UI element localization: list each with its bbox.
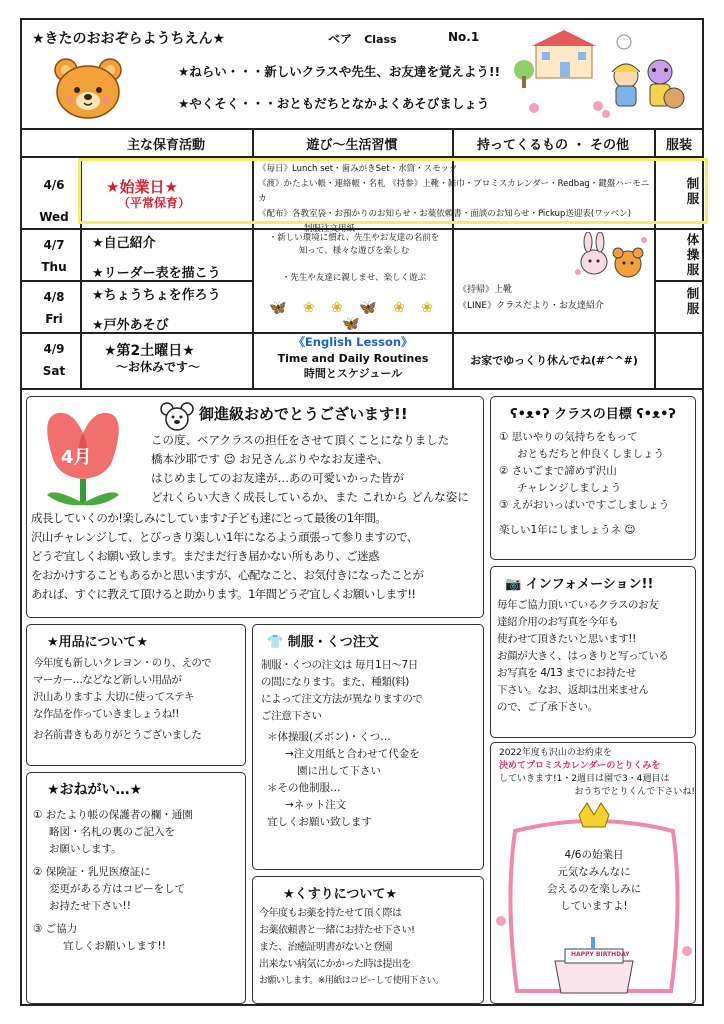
row2-clothes: 体操服 [686, 232, 700, 277]
row4-activity: ★第2土曜日★ [104, 343, 195, 359]
tulip-month: 4月 [61, 447, 92, 468]
col-clothes: 服装 [665, 138, 692, 153]
uniform-items: ＊体操服(ズボン)・くつ… →注文用紙と合わせて代金を 園に出して下さい ＊その他制服… →ネット注文 宜しくお願い致します [267, 731, 420, 828]
row3-date: 4/8 Fri [43, 290, 65, 326]
row1-clothes: 制服 [686, 176, 700, 206]
supplies-title: ★用品について★ [47, 635, 149, 650]
bear-icon: ʕ•ᴥ•ʔ [510, 407, 550, 422]
class-name: ベア Class [328, 32, 397, 46]
saturday-note: お家でゆっくり休んでね(#^^#) [470, 354, 638, 367]
row1-notes: 《毎日》Lunch set・歯みがきSet・水筒・スモック 《渡》かたよい帳・連絡帳・名札 《持参》上靴・雑巾・プロミスカレンダー・Redbag・鍵盤ハーモニカ 《配布》各教室袋・お預かりのお知らせ・お薬依頼書・面談のお知らせ・Pickup送迎表(ワッペン) 制服注文用紙 [258, 164, 650, 234]
promise-calendar-text: 2022年度も沢山のお約束を 決めてプロミスカレンダーのとりくみを していきます!1・2週目は園で3・4週目は おうちでとりくんで下さいね! [499, 748, 695, 797]
info-text: 毎年ご協力頂いているクラスのお友 達紹介用のお写真を今年も 使わせて頂きたいと思います!! お顔が大きく、はっきりと写っている お写真を 4/13 までにお持たせ 下さい。なお、返却は出来ません ので、ご了承下さい。 [497, 599, 669, 713]
medicine-title: ★くすりについて★ [283, 887, 398, 902]
camera-icon: 📷 [505, 577, 522, 592]
row1-date: 4/6 Wed [39, 178, 69, 224]
uniform-text: 制服・くつの注文は 毎月1日～7日 の間になります。また、種類(料) によって注文方法が異なりますので ご注意下さい [261, 659, 423, 722]
requests-title: ★おねがい…★ [47, 782, 143, 798]
row3-activity: ★ちょうちょを作ろう [92, 288, 221, 303]
birthday-message: 4/6の始業日 元気なみんなに 会えるのを楽しみに していますよ! [546, 849, 642, 912]
goals-panel [490, 396, 696, 560]
col-activities: 主な保育活動 [126, 138, 205, 153]
greeting-panel [26, 396, 484, 618]
requests-text: ① おたより帳の保護者の欄・通園 略図・名札の裏のご記入を お願いします。 ② 保険証・乳児医療証に 変更がある方はコピーをして お持たせ下さい!! ③ ご協力 宜しくお願いします!! [33, 809, 193, 952]
row3-clothes: 制服 [686, 286, 700, 316]
promise-text: ★やくそく・・・おともだちとなかよくあそびましょう [178, 96, 490, 111]
uniform-panel [252, 624, 484, 870]
schedule-table [20, 128, 704, 390]
medicine-panel [252, 876, 484, 1004]
row2-activity: ★自己紹介 [92, 236, 156, 251]
bear-face-icon [52, 54, 124, 120]
row4-activity-sub: ～お休みです～ [116, 360, 201, 374]
greeting-title: 御進級おめでとうございます!! [199, 405, 408, 423]
butterfly-icon: 🦋 ❀ ❀ 🦋 ❀ ❀ 🦋 [268, 300, 440, 332]
medicine-text: 今年度もお薬を持たせて頂く際は お薬依頼書と一緒にお持たせ下さい! また、治癒証明書がないと登園 出来ない病気にかかった時は提出を お願いします。※用紙はコピーして使用下さい。 [259, 908, 444, 986]
row1-activity: ★始業日★ [106, 178, 178, 196]
goals-list: ① 思いやりの気持ちをもって おともだちと仲良くしましょう ② さいごまで諦めず沢山 チャレンジしましょう ③ えがおいっぱいですごしましょう 楽しい1年にしましょうネ ☺ [499, 431, 670, 536]
school-kids-illustration [514, 28, 690, 124]
issue-number: No.1 [448, 30, 480, 44]
col-play: 遊び～生活習慣 [306, 138, 398, 153]
school-name: ★きたのおおぞらようちえん★ [32, 31, 226, 47]
supplies-panel [26, 624, 246, 766]
english-lesson: 《English Lesson》 Time and Daily Routines 時間とスケジュール [277, 335, 429, 380]
cake-text: HAPPY BIRTHDAY [571, 951, 630, 958]
bear-icon: ʕ•ᴥ•ʔ [636, 407, 676, 422]
goals-title: ʕ•ᴥ•ʔ クラスの目標 ʕ•ᴥ•ʔ [510, 407, 676, 422]
greeting-body: 成長していくのか!楽しみにしています♪子ども達にとって最後の1年間。 沢山チャレンジして、とびっきり楽しい1年になるよう頑張って参りますので、 どうぞ宜しくお願い致します。まだまだ行き届かない所もあり、ご迷惑 をおかけすることもあるかと思いますが、心配なこと、お気付きになったことが あれば、すぐに教えて頂けると助かります。1年間どうぞ宜しくお願いします!! [31, 511, 424, 601]
col-bring: 持ってくるもの ・ その他 [476, 138, 630, 153]
bring-notes: 《持帰》上靴 《LINE》クラスだより・お友達紹介 [458, 285, 604, 311]
row2-date: 4/7 Thu [41, 238, 67, 274]
row3-activity2: ★戸外あそび [92, 318, 169, 333]
shirt-icon: 👕 [267, 635, 284, 650]
uniform-title: 👕 制服・くつ注文 [267, 635, 379, 650]
row1-activity-sub: （平常保育） [118, 196, 191, 210]
promise-panel [490, 742, 696, 1004]
play-goals: ・新しい環境に慣れ、先生やお友達の名前を 知って、様々な遊びを楽しむ ・先生や友達に親しませ、楽しく遊ぶ [268, 233, 440, 283]
info-panel [490, 566, 696, 738]
rabbit-bear-icon [574, 232, 650, 280]
aim-text: ★ねらい・・・新しいクラスや先生、お友達を覚えよう!! [178, 64, 501, 79]
bear-face-icon [159, 401, 195, 431]
info-title: 📷 インフォメーション!! [505, 577, 654, 592]
row4-date: 4/9 Sat [42, 342, 66, 378]
greeting-intro: この度、ベアクラスの担任をさせて頂くことになりました 橋本沙耶です ☺ お兄さんぶりやなお友達や、 はじめましてのお友達が…あの可愛いかった皆が どれくらい大きく成長しているか、また これから どんな姿に [151, 433, 469, 504]
row2-activity2: ★リーダー表を描こう [92, 266, 221, 281]
supplies-text: 今年度も新しいクレヨン・のり、えので マーカー…などなど新しい用品が 沢山ありますよ 大切に使ってステキ な作品を作っていきましょうね!! お名前書きもありがとうございました [33, 657, 212, 741]
requests-panel [26, 772, 246, 1004]
